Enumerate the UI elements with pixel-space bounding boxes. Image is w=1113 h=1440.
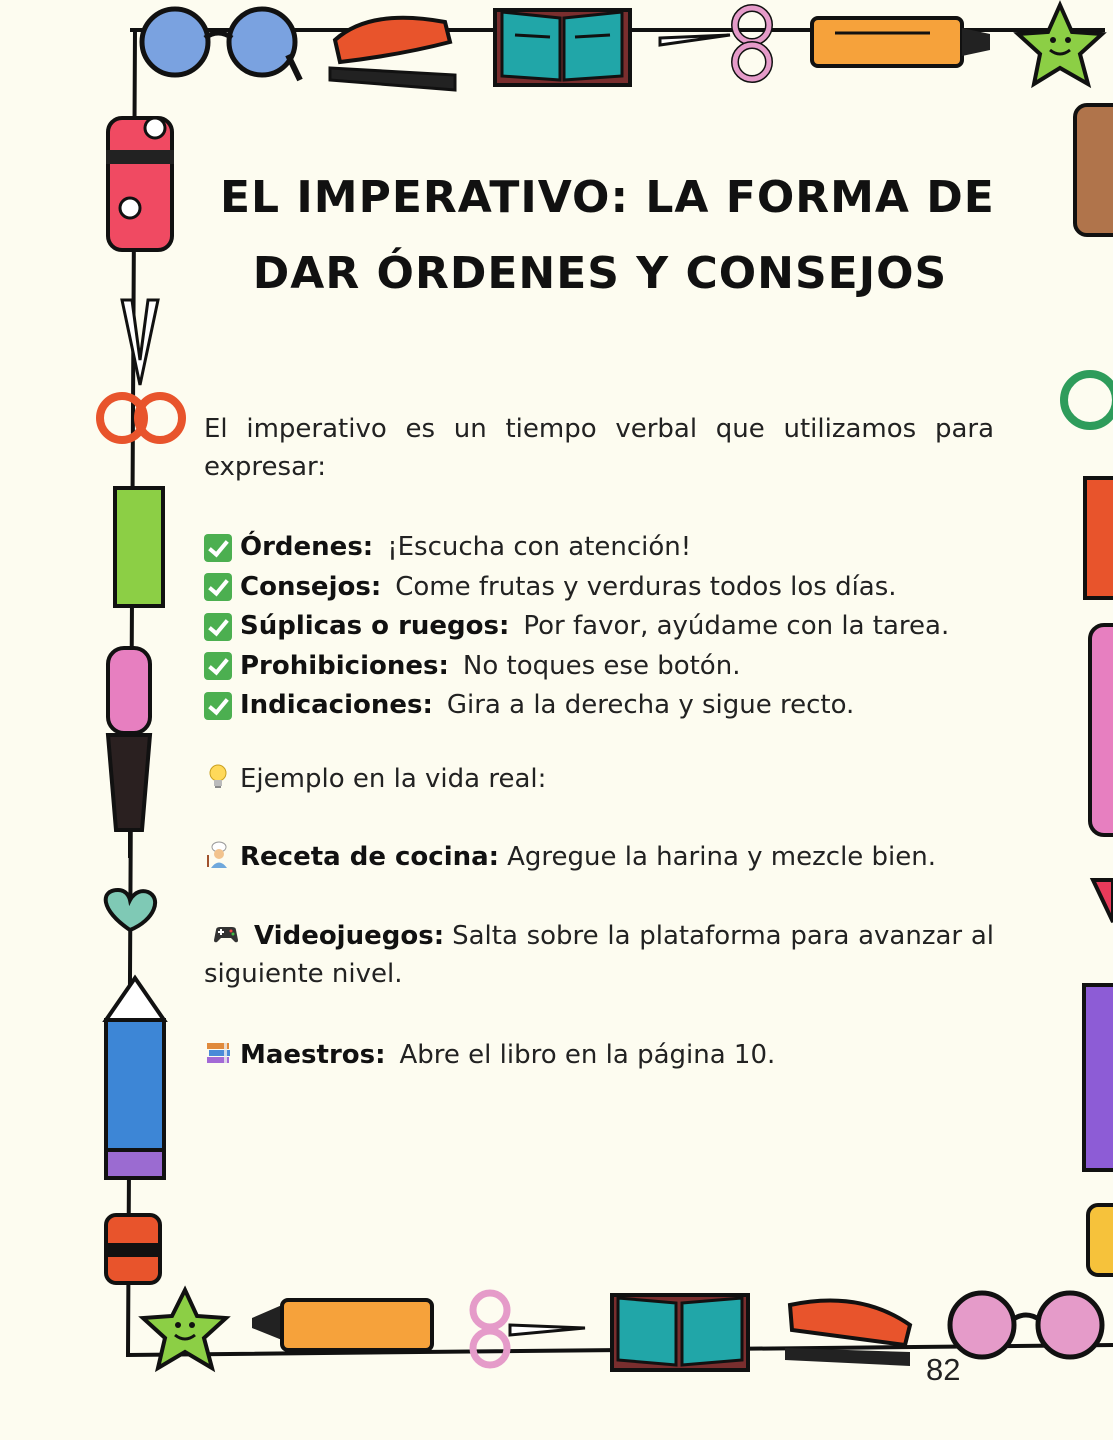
real-life-heading xyxy=(204,760,994,798)
example-label: Maestros: xyxy=(240,1040,386,1070)
eraser-icon xyxy=(106,1215,160,1283)
pencil-icon xyxy=(106,978,164,1178)
pencil-icon xyxy=(1084,985,1113,1170)
check-icon xyxy=(204,573,232,601)
example-label: Receta de cocina: xyxy=(240,842,500,872)
pencil-case-icon xyxy=(106,118,174,250)
example-cooking xyxy=(204,838,994,876)
heart-icon xyxy=(106,890,155,930)
example-teachers xyxy=(204,1036,994,1074)
example-text: Agregue la harina y mezcle bien. xyxy=(507,842,937,872)
example-label: Videojuegos: xyxy=(254,921,445,951)
list-item xyxy=(204,528,994,568)
gamepad-icon xyxy=(212,920,240,948)
book-icon xyxy=(495,10,630,85)
use-label: Órdenes: xyxy=(240,532,374,562)
page-title xyxy=(220,160,995,312)
title-line-1: EL IMPERATIVO: LA FORMA DE xyxy=(220,172,995,223)
check-icon xyxy=(204,692,232,720)
intro-paragraph: El imperativo es un tiempo verbal que utilizamos para expresar: xyxy=(204,414,994,482)
scissors-icon xyxy=(473,1293,585,1365)
eraser-icon xyxy=(1088,1205,1113,1275)
stapler-icon xyxy=(785,1301,910,1367)
use-label: Indicaciones: xyxy=(240,690,433,720)
check-icon xyxy=(204,652,232,680)
list-item xyxy=(204,686,994,726)
example-text: Abre el libro en la página 10. xyxy=(399,1040,776,1070)
chef-icon xyxy=(204,841,232,869)
scissors-icon xyxy=(1064,374,1113,426)
pen-icon xyxy=(108,648,150,858)
use-label: Prohibiciones: xyxy=(240,650,449,681)
washi-tape-icon xyxy=(1085,478,1113,598)
star-icon xyxy=(1018,5,1102,84)
marker-icon xyxy=(812,18,990,66)
marker-icon xyxy=(252,1300,432,1350)
stapler-icon xyxy=(330,18,455,90)
use-example: Por favor, ayúdame con la tarea. xyxy=(523,611,950,641)
lightbulb-icon xyxy=(204,763,232,791)
use-example: Come frutas y verduras todos los días. xyxy=(395,571,897,602)
scissors-icon xyxy=(100,300,182,440)
book-icon xyxy=(612,1295,748,1370)
check-icon xyxy=(204,534,232,562)
title-line-2: DAR ÓRDENES Y CONSEJOS xyxy=(252,248,948,299)
pen-icon xyxy=(1090,625,1113,835)
use-label: Súplicas o ruegos: xyxy=(240,611,510,641)
list-item xyxy=(204,607,994,647)
use-example: No toques ese botón. xyxy=(462,650,741,681)
list-item xyxy=(204,647,994,687)
scissors-icon xyxy=(660,8,769,79)
use-label: Consejos: xyxy=(240,571,382,602)
example-text: Salta sobre la plataforma para avanzar al siguiente nivel. xyxy=(204,921,994,989)
page-number: 82 xyxy=(926,1352,961,1387)
example-videogames xyxy=(204,917,994,993)
check-icon xyxy=(204,613,232,641)
pencil-case-icon xyxy=(1075,105,1113,235)
books-icon xyxy=(204,1039,232,1067)
glasses-icon xyxy=(142,9,300,80)
heart-icon xyxy=(1093,880,1113,922)
use-example: Gira a la derecha y sigue recto. xyxy=(446,690,855,720)
uses-list xyxy=(204,528,994,726)
real-life-label: Ejemplo en la vida real: xyxy=(240,764,547,794)
washi-tape-icon xyxy=(115,488,163,606)
list-item xyxy=(204,568,994,608)
use-example: ¡Escucha con atención! xyxy=(387,532,692,562)
